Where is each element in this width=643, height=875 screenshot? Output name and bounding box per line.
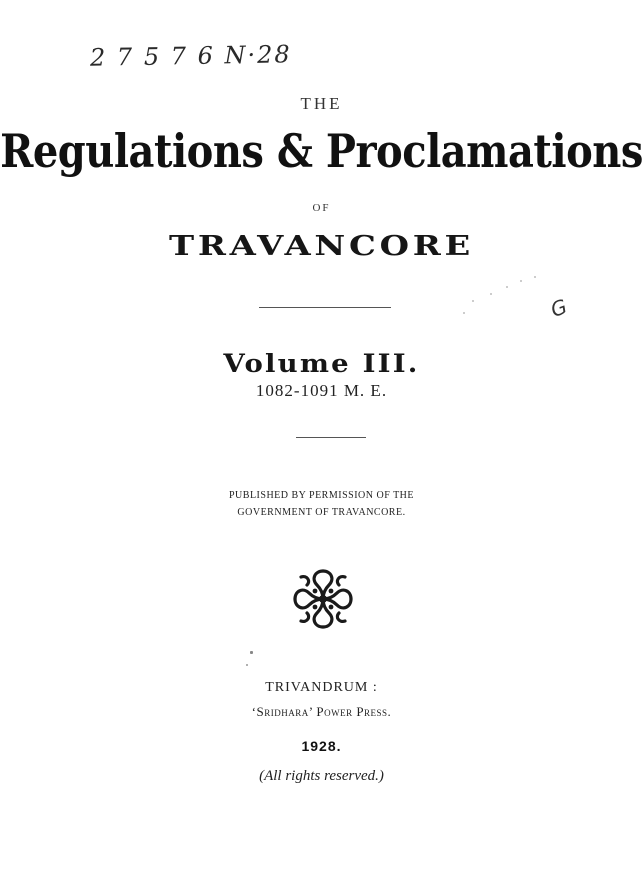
main-title: Regulations & Proclamations bbox=[0, 124, 643, 179]
rights-notice: (All rights reserved.) bbox=[259, 768, 384, 784]
country-name: TRAVANCORE bbox=[168, 231, 475, 262]
publication-note-line-1: PUBLISHED BY PERMISSION OF THE bbox=[228, 490, 415, 501]
paper-speckle bbox=[250, 651, 253, 654]
divider-rule bbox=[259, 307, 391, 308]
handwritten-reference: 2 7 5 7 6 N·28 bbox=[89, 40, 292, 72]
year-range: 1082-1091 M. E. bbox=[255, 381, 388, 400]
margin-pencil-mark: G bbox=[547, 294, 571, 322]
imprint-place: TRIVANDRUM : bbox=[265, 680, 378, 695]
paper-speckle bbox=[520, 280, 522, 282]
paper-speckle bbox=[534, 276, 536, 278]
divider-rule bbox=[296, 437, 366, 438]
paper-speckle bbox=[246, 664, 248, 666]
imprint-press: ‘Sridhara’ Power Press. bbox=[251, 704, 392, 719]
publication-note-line-2: GOVERNMENT OF TRAVANCORE. bbox=[237, 507, 406, 518]
imprint-year: 1928. bbox=[301, 738, 342, 754]
paper-speckle bbox=[472, 300, 474, 302]
paper-speckle bbox=[506, 286, 508, 288]
volume-heading: Volume III. bbox=[223, 349, 420, 378]
paper-speckle bbox=[490, 293, 492, 295]
printer-ornament-icon bbox=[287, 563, 359, 635]
title-article: THE bbox=[300, 94, 343, 113]
title-preposition: OF bbox=[312, 202, 331, 214]
paper-speckle bbox=[463, 312, 465, 314]
